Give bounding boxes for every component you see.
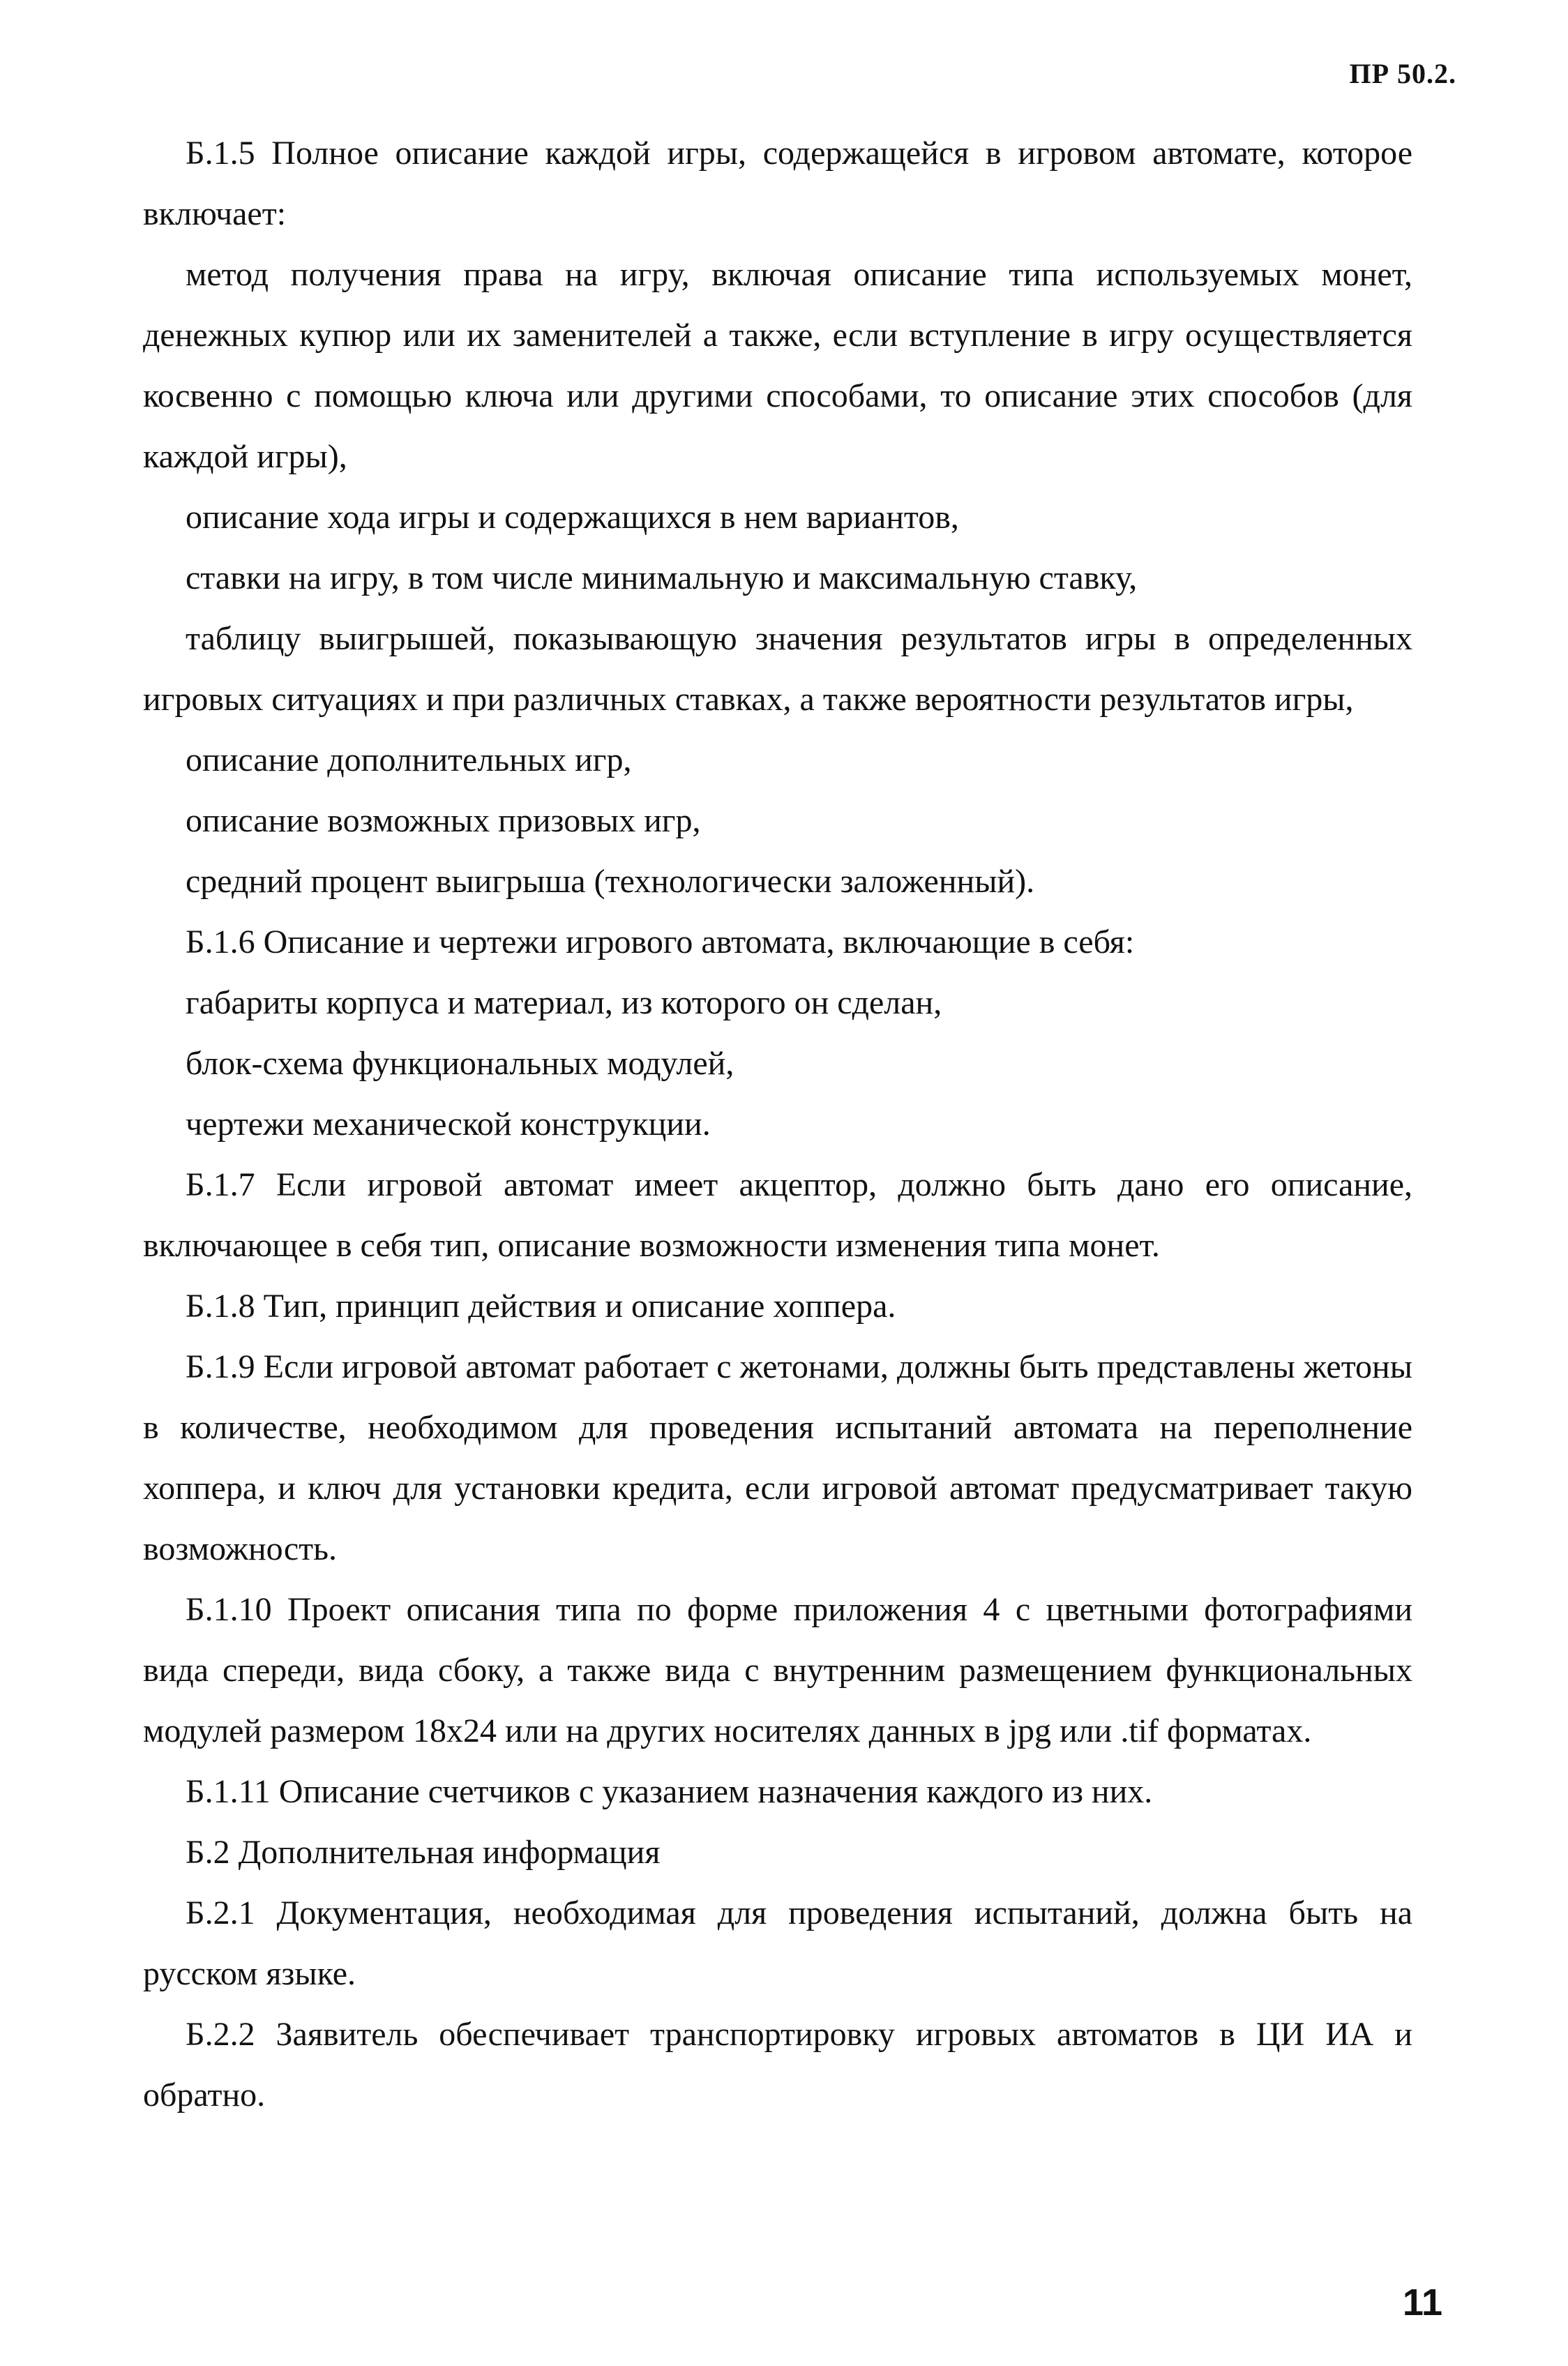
paragraph-dimensions: габариты корпуса и материал, из которого он сделан,	[186, 984, 942, 1021]
page-number: 11	[1402, 2282, 1442, 2323]
paragraph-b-2: Б.2 Дополнительная информация	[186, 1834, 661, 1871]
paragraph-win-percent: средний процент выигрыша (технологически заложенный).	[186, 863, 1035, 900]
paragraph-b-2-2: Б.2.2 Заявитель обеспечивает транспортировку игровых автоматов в ЦИ ИА и обратно.	[143, 2016, 1412, 2113]
paragraph-method-of-entry: метод получения права на игру, включая описание типа используемых монет, денежных купюр или их заменителей а также, если вступление в игру осуществляется косвенно с помощью ключа или другими способами, то описание этих способов (для каждой игры),	[143, 256, 1412, 475]
paragraph-b-1-6: Б.1.6 Описание и чертежи игрового автомата, включающие в себя:	[186, 924, 1135, 960]
paragraph-b-1-7: Б.1.7 Если игровой автомат имеет акцептор, должно быть дано его описание, включающее в себя тип, описание возможности изменения типа монет.	[143, 1166, 1412, 1264]
paragraph-b-1-10: Б.1.10 Проект описания типа по форме приложения 4 с цветными фотографиями вида спереди, вида сбоку, а также вида с внутренним размещением функциональных модулей размером 18х24 или на других носителях данных в jpg или .tif форматах.	[143, 1591, 1412, 1749]
paragraph-b-1-5: Б.1.5 Полное описание каждой игры, содержащейся в игровом автомате, которое включает:	[143, 135, 1412, 232]
paragraph-b-2-1: Б.2.1 Документация, необходимая для проведения испытаний, должна быть на русском языке.	[143, 1894, 1412, 1992]
document-code: ПР 50.2.	[1349, 58, 1456, 89]
paragraph-b-1-8: Б.1.8 Тип, принцип действия и описание хоппера.	[186, 1288, 896, 1325]
paragraph-b-1-11: Б.1.11 Описание счетчиков с указанием назначения каждого из них.	[186, 1773, 1153, 1810]
paragraph-game-course: описание хода игры и содержащихся в нем вариантов,	[186, 499, 959, 536]
paragraph-mechanical-drawings: чертежи механической конструкции.	[186, 1106, 711, 1143]
paragraph-b-1-9: Б.1.9 Если игровой автомат работает с жетонами, должны быть представлены жетоны в количестве, необходимом для проведения испытаний автомата на переполнение хоппера, и ключ для установки кредита, если игровой автомат предусматривает такую возможность.	[143, 1348, 1412, 1567]
paragraph-block-diagram: блок-схема функциональных модулей,	[186, 1045, 734, 1082]
paragraph-paytable: таблицу выигрышей, показывающую значения результатов игры в определенных игровых ситуациях и при различных ставках, а также вероятности результатов игры,	[143, 620, 1412, 718]
paragraph-prize-games: описание возможных призовых игр,	[186, 802, 701, 839]
document-body	[143, 123, 1412, 2125]
paragraph-additional-games: описание дополнительных игр,	[186, 741, 632, 778]
paragraph-bets: ставки на игру, в том числе минимальную и максимальную ставку,	[186, 559, 1138, 596]
